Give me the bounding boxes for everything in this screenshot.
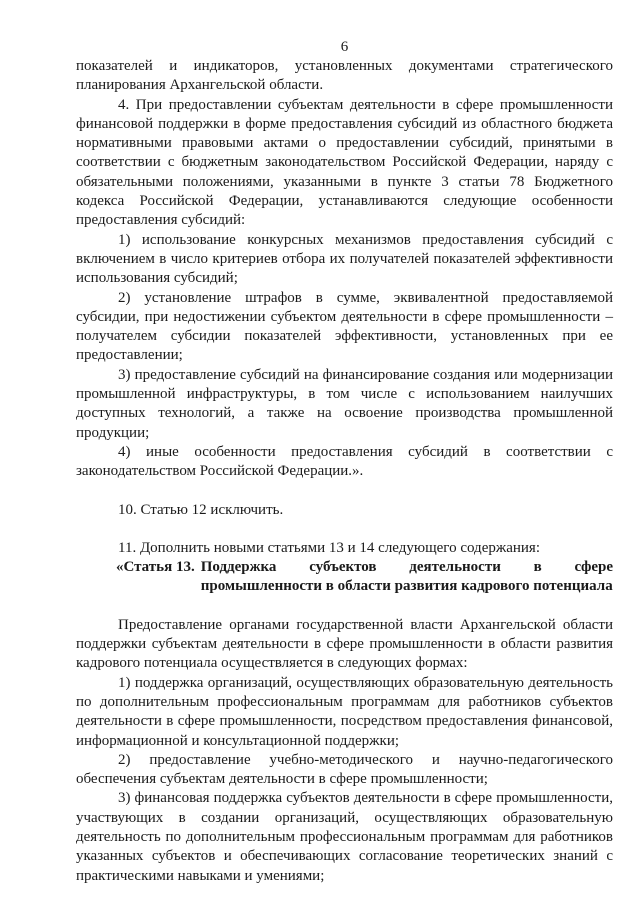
list-item-2: 2) установление штрафов в сумме, эквивалентной предоставляемой субсидии, при недостижении субъектом деятельности в сфере промышленности – получателем субсидии показателей эффективности, установленных при ее предоставлении; bbox=[76, 289, 613, 364]
list-item-4: 4) иные особенности предоставления субсидий в соответствии с законодательством Российской Федерации.». bbox=[76, 443, 613, 480]
document-body bbox=[76, 57, 613, 886]
article-heading bbox=[116, 558, 613, 597]
article-number: «Статья 13. bbox=[116, 559, 195, 576]
article-title: Поддержка субъектов деятельности в сфере промышленности в области развития кадрового потенциала bbox=[200, 559, 613, 595]
paragraph-continuation: показателей и индикаторов, установленных документами стратегического планирования Архангельской области. bbox=[76, 58, 613, 94]
page-number: 6 bbox=[340, 39, 349, 55]
article-intro-paragraph: Предоставление органами государственной власти Архангельской области поддержки субъектам деятельности в сфере промышленности в области развития кадрового потенциала осуществляется в следующих формах: bbox=[76, 616, 613, 672]
article-list-item-3: 3) финансовая поддержка субъектов деятельности в сфере промышленности, участвующих в создании организаций, осуществляющих образовательную деятельность по дополнительным профессиональным программам для работников указанных субъектов и обеспечивающих согласование теоретических знаний с практическими навыками и умениями; bbox=[76, 790, 613, 884]
paragraph-item-4: 4. При предоставлении субъектам деятельности в сфере промышленности финансовой поддержки в форме предоставления субсидий из областного бюджета нормативными правовыми актами о предоставлении субсидий, принятыми в соответствии с бюджетным законодательством Российской Федерации, наряду с обязательными положениями, указанными в пункте 3 статьи 78 Бюджетного кодекса Российской Федерации, устанавливаются следующие особенности предоставления субсидий: bbox=[76, 96, 613, 229]
amendment-11: 11. Дополнить новыми статьями 13 и 14 следующего содержания: bbox=[118, 539, 540, 556]
list-item-1: 1) использование конкурсных механизмов предоставления субсидий с включением в число критериев отбора их получателей показателей эффективности использования субсидий; bbox=[76, 231, 613, 287]
amendment-10: 10. Статью 12 исключить. bbox=[118, 501, 284, 518]
article-list-item-1: 1) поддержка организаций, осуществляющих образовательную деятельность по дополнительным профессиональным программам для работников субъектов деятельности в сфере промышленности, посредством предоставления финансовой, информационной и консультационной поддержки; bbox=[76, 674, 613, 749]
list-item-3: 3) предоставление субсидий на финансирование создания или модернизации промышленной инфраструктуры, в том числе с использованием наилучших доступных технологий, а также на освоение производства промышленной продукции; bbox=[76, 366, 613, 441]
article-list-item-2: 2) предоставление учебно-методического и научно-педагогического обеспечения субъектам деятельности в сфере промышленности; bbox=[76, 751, 613, 788]
